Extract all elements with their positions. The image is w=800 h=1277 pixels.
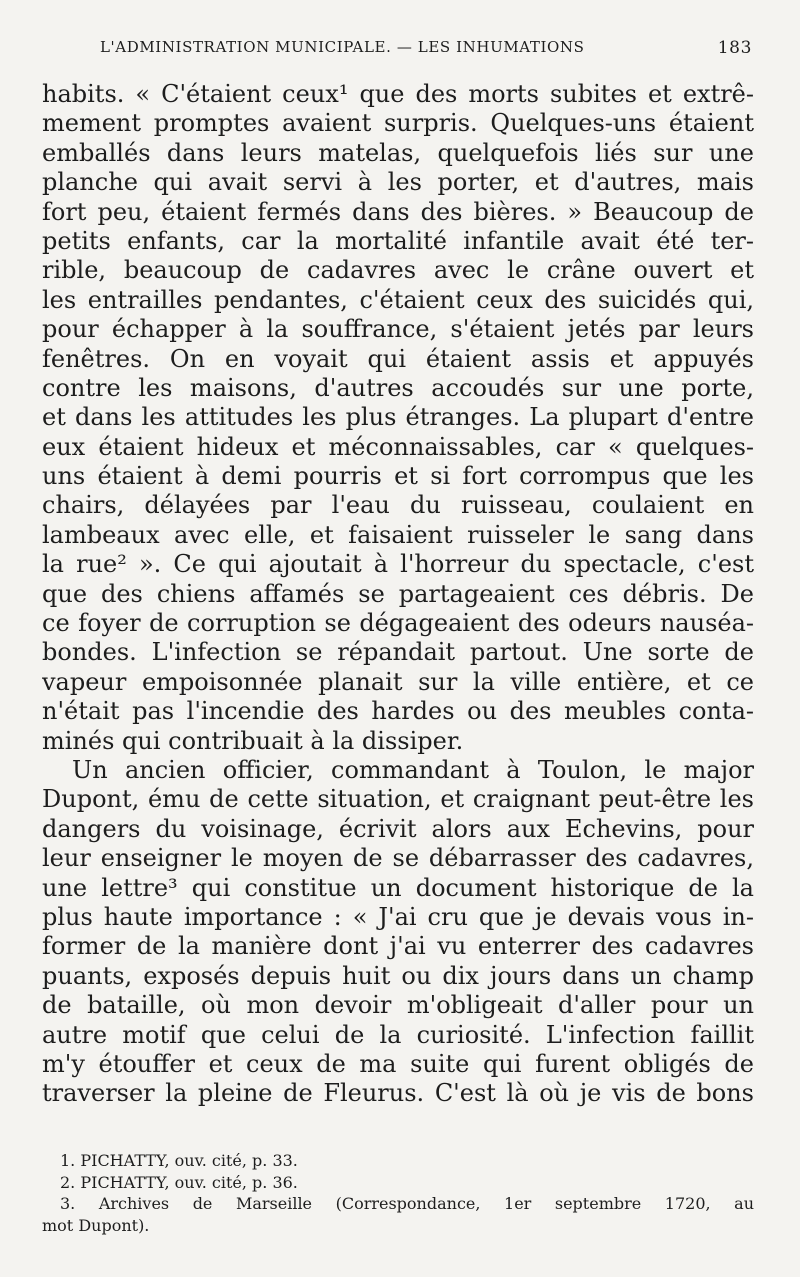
text-line: habits. « C'étaient ceux¹ que des morts subites et extrê- bbox=[42, 80, 754, 108]
text-line: mement promptes avaient surpris. Quelques-uns étaient bbox=[42, 109, 754, 138]
text-line: contre les maisons, d'autres accoudés sur une porte, bbox=[42, 373, 754, 402]
text-line: et dans les attitudes les plus étranges. La plupart d'entre bbox=[42, 403, 754, 432]
text-line: chairs, délayées par l'eau du ruisseau, coulaient en bbox=[42, 491, 754, 520]
paragraph-end-line: minés qui contribuait à la dissiper. bbox=[42, 726, 464, 755]
text-line: emballés dans leurs matelas, quelquefois liés sur une bbox=[42, 138, 754, 167]
text-line: former de la manière dont j'ai vu enterrer des cadavres bbox=[42, 932, 754, 961]
text-line: puants, exposés depuis huit ou dix jours dans un champ bbox=[42, 961, 754, 990]
text-line: leur enseigner le moyen de se débarrasser des cadavres, bbox=[42, 844, 754, 873]
text-line: plus haute importance : « J'ai cru que je devais vous in- bbox=[42, 902, 754, 931]
text-line: traverser la pleine de Fleurus. C'est là où je vis de bons bbox=[42, 1079, 754, 1108]
text-line: eux étaient hideux et méconnaissables, car « quelques- bbox=[42, 432, 754, 461]
text-line: ce foyer de corruption se dégageaient des odeurs nauséa- bbox=[42, 609, 754, 638]
text-line: la rue² ». Ce qui ajoutait à l'horreur du spectacle, c'est bbox=[42, 550, 754, 579]
text-line: les entrailles pendantes, c'étaient ceux des suicidés qui, bbox=[42, 285, 754, 314]
footnote-1: 1. PICHATTY, ouv. cité, p. 33. bbox=[60, 1151, 298, 1170]
text-line: fenêtres. On en voyait qui étaient assis et appuyés bbox=[42, 344, 754, 373]
body-text bbox=[42, 80, 754, 1109]
text-line: vapeur empoisonnée planait sur la ville entière, et ce bbox=[42, 667, 754, 696]
footnote-2: 2. PICHATTY, ouv. cité, p. 36. bbox=[60, 1172, 298, 1192]
running-head bbox=[100, 38, 752, 60]
text-line: Dupont, ému de cette situation, et craignant peut-être les bbox=[42, 785, 754, 814]
text-line: pour échapper à la souffrance, s'étaient jetés par leurs bbox=[42, 315, 754, 344]
footnote-3: 3. Archives de Marseille (Correspondance, 1er septembre 1720, au bbox=[60, 1194, 754, 1213]
footnote-3-continuation: mot Dupont). bbox=[42, 1215, 150, 1235]
text-line: planche qui avait servi à les porter, et d'autres, mais bbox=[42, 168, 754, 197]
text-line: autre motif que celui de la curiosité. L'infection faillit bbox=[42, 1020, 754, 1049]
text-line: rible, beaucoup de cadavres avec le crâne ouvert et bbox=[42, 256, 754, 285]
text-line: lambeaux avec elle, et faisaient ruisseler le sang dans bbox=[42, 520, 754, 549]
text-line: que des chiens affamés se partageaient ces débris. De bbox=[42, 579, 754, 608]
text-line: petits enfants, car la mortalité infantile avait été ter- bbox=[42, 226, 754, 255]
text-line: de bataille, où mon devoir m'obligeait d'aller pour un bbox=[42, 991, 754, 1020]
text-line: m'y étouffer et ceux de ma suite qui furent obligés de bbox=[42, 1049, 754, 1078]
page-number: 183 bbox=[717, 38, 752, 58]
paragraph-start-line: Un ancien officier, commandant à Toulon, le major bbox=[72, 755, 754, 784]
text-line: uns étaient à demi pourris et si fort corrompus que les bbox=[42, 462, 754, 491]
text-line: une lettre³ qui constitue un document historique de la bbox=[42, 873, 754, 902]
text-line: fort peu, étaient fermés dans des bières. » Beaucoup de bbox=[42, 197, 754, 226]
running-head-title: L'ADMINISTRATION MUNICIPALE. — LES INHUMATIONS bbox=[100, 38, 585, 56]
text-line: n'était pas l'incendie des hardes ou des meubles conta- bbox=[42, 697, 754, 726]
text-line: dangers du voisinage, écrivit alors aux Echevins, pour bbox=[42, 814, 754, 843]
footnotes bbox=[42, 1150, 754, 1236]
text-line: bondes. L'infection se répandait partout. Une sorte de bbox=[42, 638, 754, 667]
